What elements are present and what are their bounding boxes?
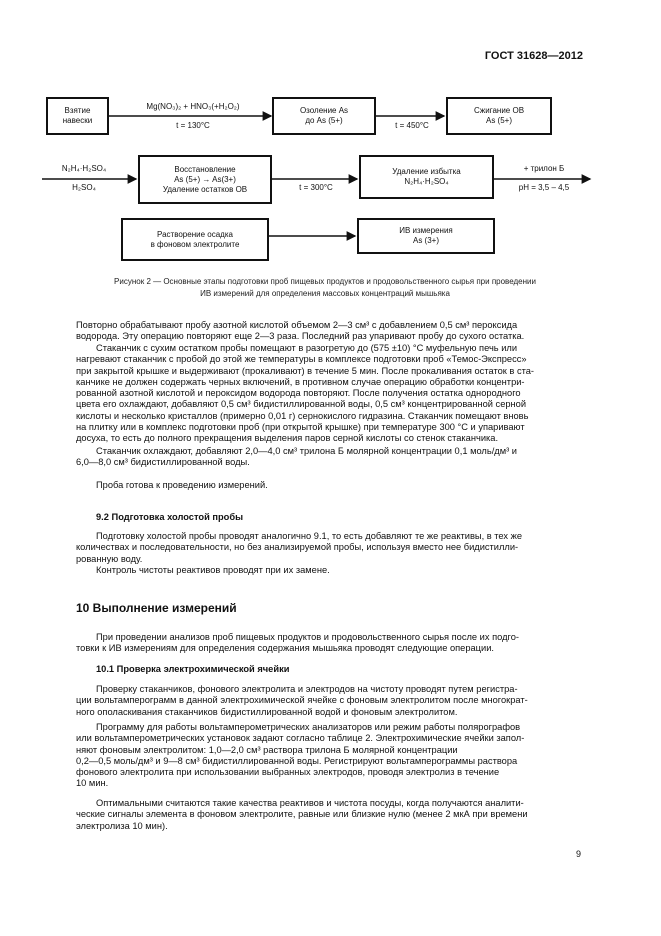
page-number: 9 (575, 849, 581, 859)
text-line: цвета его охлаждают, добавляют 0,5 см³ бидистиллированной воды, 0,5 см³ концентрированной серной (76, 399, 527, 410)
step-text: в фоновом электролите (150, 239, 240, 249)
reagent-label: + трилон Б (523, 164, 565, 173)
step-text: Сжигание ОВ (473, 106, 525, 115)
text-line: ческие сигналы элемента в фоновом электролите, равные или близкие нулю (менее 2 мкА при времени (76, 809, 528, 820)
section-heading-10-1: 10.1 Проверка электрохимической ячейки (96, 664, 290, 674)
temperature-label: t = 130°C (176, 121, 210, 130)
step-text: N₂H₄·H₂SO₄ (404, 177, 449, 186)
text-line: Повторно обрабатывают пробу азотной кислотой объемом 2—3 см³ с добавлением 0,5 см³ пероксида (76, 320, 518, 330)
step-text: ИВ измерения (399, 226, 453, 235)
text-line: ции вольтамперограмм в данной электрохимической ячейке с фоновым электролитом после многократ- (76, 695, 528, 706)
text-line: Оптимальными считаются такие качества реактивов и чистота посуды, когда получаются аналити- (96, 798, 524, 808)
temperature-label: t = 450°C (395, 121, 429, 130)
text-line: на плитку или в комплекс подготовки проб (при открытой крышке) при температуре 300 °С и упаривают (76, 422, 525, 433)
figure-caption (40, 276, 610, 300)
text-line: канчике не должен содержать черных включений, в противном случае операцию обработки концентри- (76, 376, 525, 387)
reagent-label: N₂H₄·H₂SO₄ (61, 164, 107, 173)
text-line: водорода. Эту операцию повторяют еще 2—3 раза. Последний раз упаривают пробу до сухого остатка. (76, 331, 525, 342)
paragraph (96, 480, 586, 491)
step-burning (446, 97, 552, 135)
reagent-label: H₂SO₄ (72, 183, 96, 192)
text-line: няют фоновым электролитом: 1,0—2,0 см³ раствора трилона Б молярной концентрации (76, 744, 458, 755)
text-line: Стаканчик с сухим остатком пробы помещают в разогретую до (575 ±10) °С муфельную печь или (96, 343, 518, 353)
step-text: As (5+) (485, 116, 512, 125)
text-line: электролиза 10 мин). (76, 820, 168, 831)
text-line: Проверку стаканчиков, фонового электролита и электродов на чистоту проводят путем регистра- (96, 684, 518, 694)
text-line: рованную воду. (76, 553, 143, 564)
step-dissolve (121, 218, 269, 261)
paragraph (76, 343, 586, 445)
text-line: досуха, то есть до полного прекращения выделения паров серной кислоты со стенок стаканчика. (76, 433, 499, 444)
document-code: ГОСТ 31628—2012 (484, 50, 583, 62)
step-remove-excess (359, 155, 494, 199)
text-line: 10 мин. (76, 778, 109, 789)
text-line: При проведении анализов проб пищевых продуктов и продовольственного сырья после их подго- (96, 632, 519, 642)
paragraph (76, 632, 586, 655)
step-reduction (138, 155, 272, 204)
text-line: нагревают стаканчик с пробой до этой же температуры в комплексе подготовки проб «Темос-Экспресс» (76, 354, 527, 365)
paragraph (76, 531, 586, 565)
step-text: Озоление As (299, 106, 349, 115)
caption-line: Рисунок 2 — Основные этапы подготовки проб пищевых продуктов и продовольственного сырья при проведении (114, 277, 536, 286)
text-line: товки к ИВ измерениям для определения содержания мышьяка проводят следующие операции. (76, 643, 494, 654)
step-text: навески (62, 116, 93, 125)
text-line: Программу для работы вольтамперометрических анализаторов или режим работы полярографов (96, 722, 521, 732)
paragraph (76, 446, 586, 469)
text-line: кислоты и несколько кристаллов (примерно 0,01 г) сернокислого гидразина. Стаканчик помещают вновь (76, 410, 529, 421)
section-heading-9-2: 9.2 Подготовка холостой пробы (96, 512, 244, 522)
text-line: фонового электролита при использовании выбранных электродов, проводя электролиз в течение (76, 767, 500, 778)
text-line: ного ополаскивания стаканчиков бидистиллированной водой и фоновым электролитом. (76, 706, 458, 717)
text-line: Стаканчик охлаждают, добавляют 2,0—4,0 см³ трилона Б молярной концентрации 0,1 моль/дм³ и (96, 446, 517, 456)
text-line: Контроль чистоты реактивов проводят при их замене. (96, 565, 330, 575)
flow-diagram (0, 0, 661, 270)
step-weigh-sample (46, 97, 109, 135)
step-text: Удаление остатков ОВ (162, 184, 248, 194)
step-measurement (357, 218, 495, 254)
caption-line: ИВ измерений для определения массовых концентраций мышьяка (200, 289, 450, 298)
ph-label: pH = 3,5 – 4,5 (518, 183, 570, 192)
paragraph (76, 798, 586, 832)
reagent-label: Mg(NO₃)₂ + HNO₃(+H₂O₂) (146, 102, 240, 111)
step-text: Восстановление (174, 164, 236, 174)
diagram-arrows (0, 0, 661, 270)
text-line: или вольтамперометрических установок задают согласно таблице 2. Электрохимические ячейки запол- (76, 733, 525, 744)
paragraph (76, 320, 586, 343)
step-text: As (5+) → As(3+) (174, 174, 236, 184)
step-text: до As (5+) (305, 116, 343, 125)
step-text: Растворение осадка (157, 229, 233, 239)
step-text: Взятие (64, 106, 91, 115)
step-ashing (272, 97, 376, 135)
temperature-label: t = 300°C (299, 183, 333, 192)
text-line: Проба готова к проведению измерений. (96, 480, 268, 490)
paragraph (76, 722, 586, 790)
text-line: Подготовку холостой пробы проводят аналогично 9.1, то есть добавляют те же реактивы, в тех же (96, 531, 523, 541)
text-line: при закрытой крышке и выдерживают (прокаливают) в течение 5 мин. После прокаливания остаток в ста- (76, 365, 535, 376)
paragraph (76, 684, 586, 718)
text-line: 6,0—8,0 см³ бидистиллированной воды. (76, 457, 250, 468)
text-line: 0,2—0,5 моль/дм³ и 9—8 см³ бидистиллированной воды. Регистрируют вольтамперограммы раствора (76, 755, 518, 766)
text-line: количествах и последовательности, но без анализируемой пробы, используя вместо нее бидистилли- (76, 542, 519, 553)
section-heading-10: 10 Выполнение измерений (76, 601, 237, 615)
step-text: Удаление избытка (392, 167, 461, 176)
text-line: рованной азотной кислотой и пероксидом водорода повторяют. После получения остатка однородного (76, 388, 521, 399)
step-text: As (3+) (412, 236, 439, 245)
paragraph (96, 565, 586, 576)
